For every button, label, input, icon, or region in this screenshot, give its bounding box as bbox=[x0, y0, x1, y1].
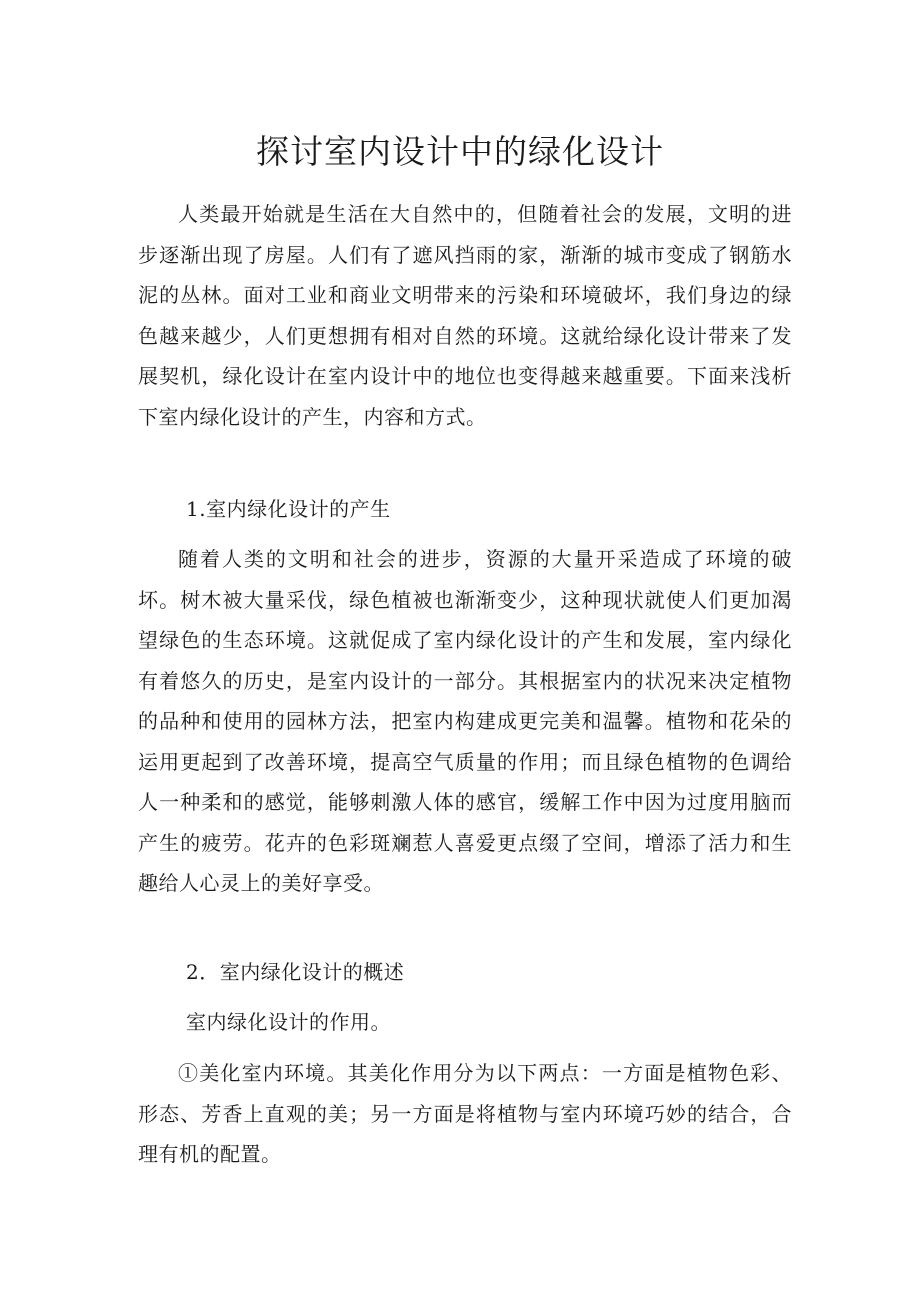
intro-paragraph: 人类最开始就是生活在大自然中的，但随着社会的发展，文明的进步逐渐出现了房屋。人们有了遮风挡雨的家，渐渐的城市变成了钢筋水泥的丛林。面对工业和商业文明带来的污染和环境破坏，我们身边的绿色越来越少，人们更想拥有相对自然的环境。这就给绿化设计带来了发展契机，绿化设计在室内设计中的地位也变得越来越重要。下面来浅析下室内绿化设计的产生，内容和方式。 bbox=[138, 202, 792, 429]
section-2-item-1: ①美化室内环境。其美化作用分为以下两点：一方面是植物色彩、形态、芳香上直观的美；另一方面是将植物与室内环境巧妙的结合，合理有机的配置。 bbox=[138, 1061, 792, 1166]
section-2-heading: 2．室内绿化设计的概述 bbox=[186, 960, 405, 984]
document-title: 探讨室内设计中的绿化设计 bbox=[256, 132, 664, 171]
section-1-paragraph: 随着人类的文明和社会的进步，资源的大量开采造成了环境的破坏。树木被大量采伐，绿色植被也渐渐变少，这种现状就使人们更加渴望绿色的生态环境。这就促成了室内绿化设计的产生和发展，室内绿化有着悠久的历史，是室内设计的一部分。其根据室内的状况来决定植物的品种和使用的园林方法，把室内构建成更完美和温馨。植物和花朵的运用更起到了改善环境，提高空气质量的作用；而且绿色植物的色调给人一种柔和的感觉，能够刺激人体的感官，缓解工作中因为过度用脑而产生的疲劳。花卉的色彩斑斓惹人喜爱更点缀了空间，增添了活力和生趣给人心灵上的美好享受。 bbox=[138, 547, 792, 895]
section-2-subheading: 室内绿化设计的作用。 bbox=[186, 1010, 391, 1034]
section-1-heading: 1.室内绿化设计的产生 bbox=[186, 497, 391, 521]
